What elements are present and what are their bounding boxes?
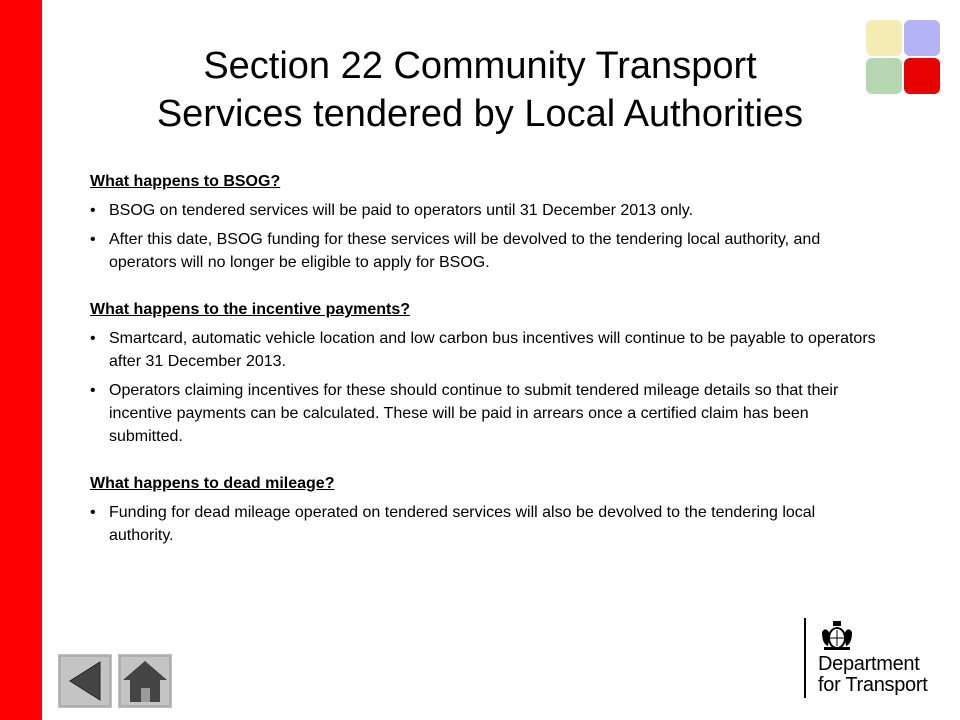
royal-crest-icon bbox=[816, 618, 858, 652]
section-heading: What happens to dead mileage? bbox=[90, 475, 335, 492]
title-line-2: Services tendered by Local Authorities bbox=[156, 93, 804, 135]
bullet-text: BSOG on tendered services will be paid to operators until 31 December 2013 only. bbox=[109, 202, 694, 219]
square-green bbox=[866, 58, 902, 94]
square-yellow bbox=[866, 20, 902, 56]
section-incentive-payments bbox=[90, 298, 880, 448]
home-button[interactable] bbox=[118, 654, 172, 708]
bullet-text: After this date, BSOG funding for these services will be devolved to the tendering local authority, and operators will no longer be eligible to apply for BSOG. bbox=[109, 231, 821, 271]
bullet-text: Operators claiming incentives for these should continue to submit tendered mileage details so that their incentive payments can be calculated. These will be paid in arrears once a certified claim has been submitted. bbox=[109, 382, 839, 445]
bullet-item bbox=[90, 379, 880, 448]
slide-content bbox=[90, 170, 880, 553]
bullet-text: Smartcard, automatic vehicle location and low carbon bus incentives will continue to be payable to operators after 31 December 2013. bbox=[109, 330, 876, 370]
bullet-item bbox=[90, 501, 880, 547]
bullet-text: Funding for dead mileage operated on tendered services will also be devolved to the tendering local authority. bbox=[109, 504, 816, 544]
bullet-item bbox=[90, 228, 880, 274]
bullet-item bbox=[90, 327, 880, 373]
section-bsog bbox=[90, 170, 880, 274]
section-dead-mileage bbox=[90, 472, 880, 547]
square-red bbox=[904, 58, 940, 94]
bullet-list bbox=[90, 199, 880, 274]
square-blue bbox=[904, 20, 940, 56]
back-button[interactable] bbox=[58, 654, 112, 708]
bullet-item bbox=[90, 199, 880, 222]
slide-title bbox=[90, 42, 870, 138]
dft-logo-text bbox=[818, 654, 927, 696]
bullet-marker: • bbox=[90, 330, 96, 347]
bullet-marker: • bbox=[90, 382, 96, 399]
bullet-list bbox=[90, 327, 880, 448]
home-icon bbox=[118, 654, 172, 708]
logo-line-1: Department bbox=[818, 653, 920, 675]
logo-line-2: for Transport bbox=[818, 674, 928, 696]
bullet-marker: • bbox=[90, 231, 96, 248]
decorative-squares bbox=[866, 20, 942, 96]
section-heading: What happens to the incentive payments? bbox=[90, 301, 411, 318]
title-line-1: Section 22 Community Transport bbox=[203, 45, 757, 87]
left-accent-bar bbox=[0, 0, 42, 720]
back-arrow-icon bbox=[58, 654, 112, 708]
bullet-list bbox=[90, 501, 880, 547]
bullet-marker: • bbox=[90, 202, 96, 219]
bullet-marker: • bbox=[90, 504, 96, 521]
logo-rule bbox=[804, 618, 806, 698]
section-heading: What happens to BSOG? bbox=[90, 173, 281, 190]
dft-logo bbox=[804, 618, 954, 702]
